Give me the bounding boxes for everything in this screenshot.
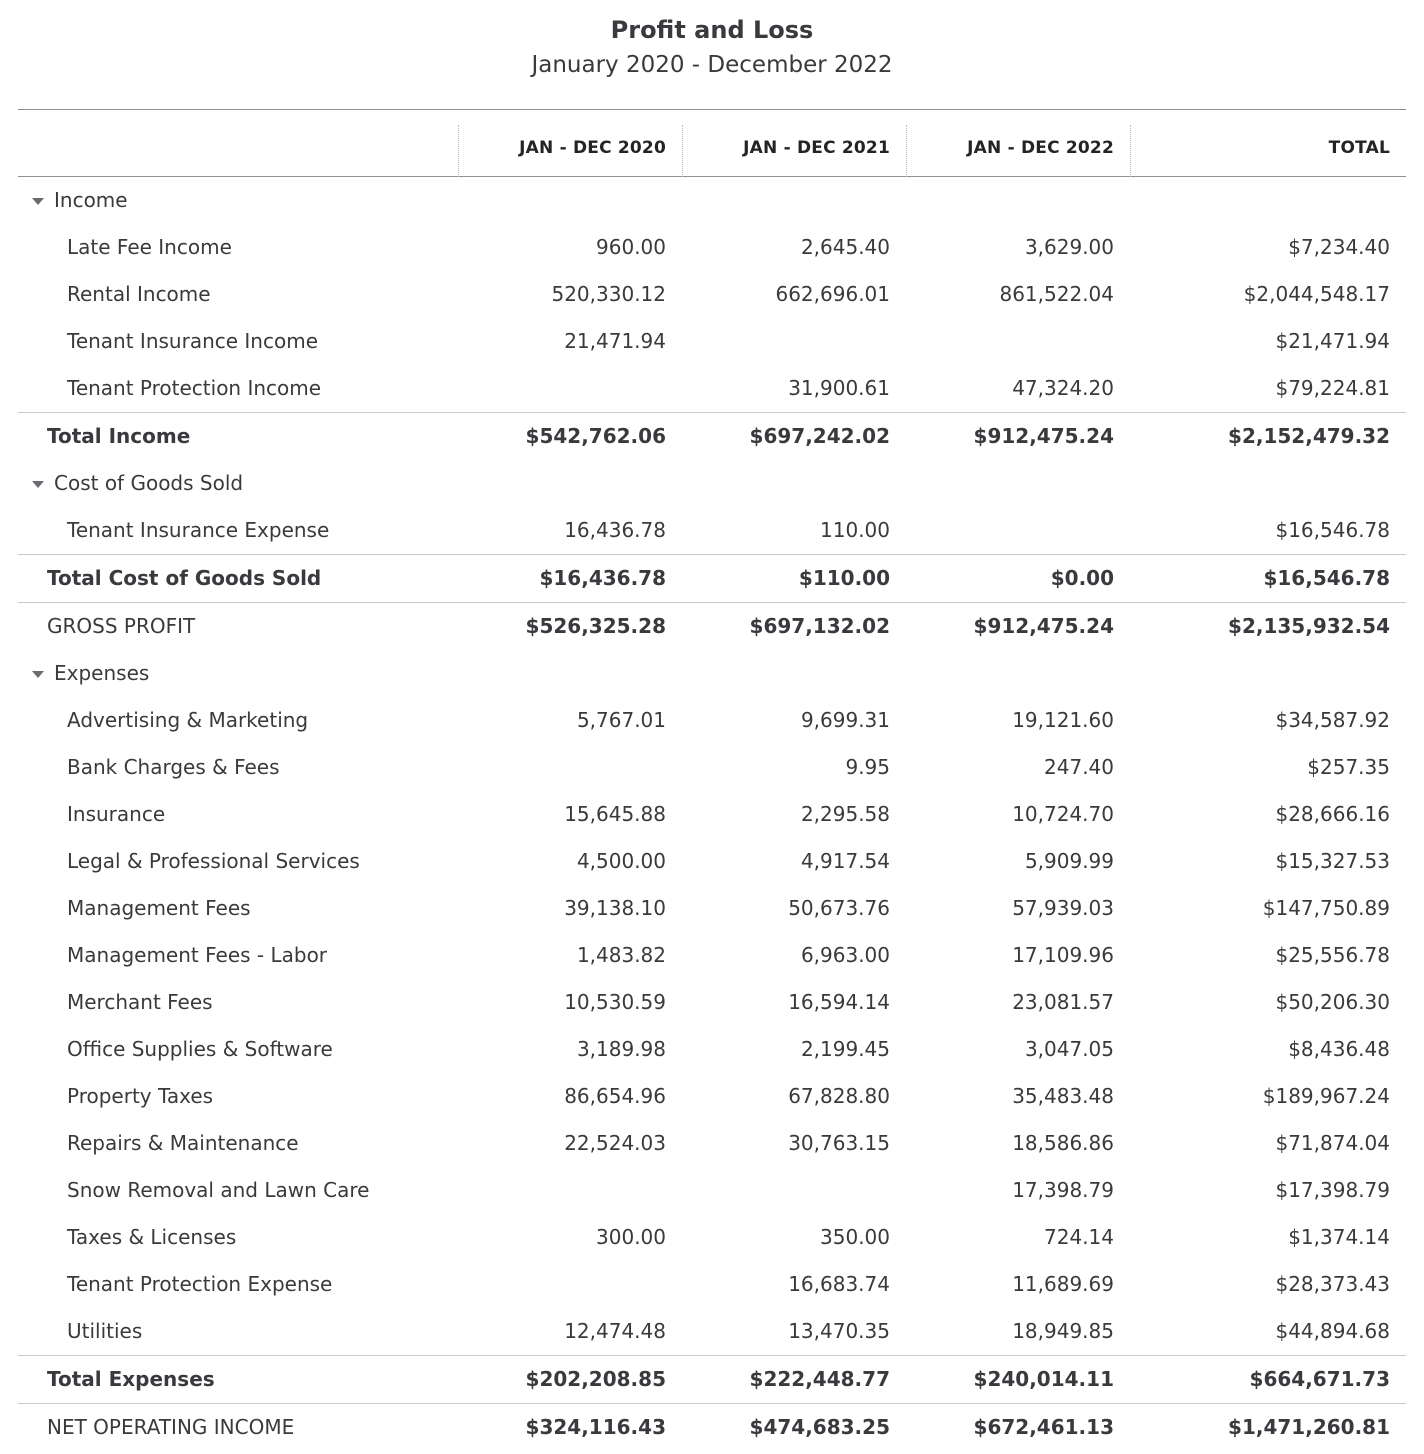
amount-total[interactable]: $79,224.81 xyxy=(1275,376,1390,400)
line-item-row xyxy=(18,1214,1406,1261)
total-expenses-row xyxy=(18,1355,1406,1403)
amount-cell[interactable]: $16,436.78 xyxy=(539,566,666,590)
row-label: Tenant Insurance Income xyxy=(67,329,319,353)
line-item-row xyxy=(18,224,1406,271)
amount-cell[interactable]: 9.95 xyxy=(845,755,890,779)
line-item-row xyxy=(18,507,1406,554)
amount-cell[interactable]: 520,330.12 xyxy=(551,282,666,306)
amount-cell[interactable]: 861,522.04 xyxy=(999,282,1114,306)
amount-total[interactable]: $34,587.92 xyxy=(1275,708,1390,732)
amount-cell[interactable]: 5,767.01 xyxy=(576,708,666,732)
line-item-row xyxy=(18,697,1406,744)
amount-cell[interactable]: 19,121.60 xyxy=(1012,708,1114,732)
amount-cell[interactable]: 16,594.14 xyxy=(788,990,890,1014)
row-label: Management Fees xyxy=(67,896,251,920)
amount-cell[interactable]: 1,483.82 xyxy=(576,943,666,967)
section-label-text: Income xyxy=(54,188,128,212)
line-item-row xyxy=(18,318,1406,365)
row-label: Tenant Protection Income xyxy=(67,376,322,400)
collapse-caret-icon[interactable] xyxy=(32,198,44,205)
line-item-row xyxy=(18,1308,1406,1355)
amount-cell[interactable]: $526,325.28 xyxy=(525,614,666,638)
amount-cell[interactable]: 13,470.35 xyxy=(788,1319,890,1343)
collapse-caret-icon[interactable] xyxy=(32,481,44,488)
row-label: Bank Charges & Fees xyxy=(67,755,280,779)
section-label xyxy=(32,460,243,506)
amount-total[interactable]: $189,967.24 xyxy=(1262,1084,1390,1108)
row-label: NET OPERATING INCOME xyxy=(47,1415,295,1439)
amount-total[interactable]: $7,234.40 xyxy=(1288,235,1390,259)
amount-cell[interactable]: $672,461.13 xyxy=(973,1415,1114,1439)
amount-cell[interactable]: 35,483.48 xyxy=(1012,1084,1114,1108)
line-item-row xyxy=(18,365,1406,412)
amount-total[interactable]: $50,206.30 xyxy=(1275,990,1390,1014)
amount-cell[interactable]: $110.00 xyxy=(798,566,890,590)
amount-total[interactable]: $21,471.94 xyxy=(1275,329,1390,353)
amount-total[interactable]: $147,750.89 xyxy=(1262,896,1390,920)
amount-cell[interactable]: 9,699.31 xyxy=(800,708,890,732)
line-item-row xyxy=(18,932,1406,979)
line-item-row xyxy=(18,838,1406,885)
amount-cell[interactable]: 30,763.15 xyxy=(788,1131,890,1155)
amount-cell[interactable]: 18,586.86 xyxy=(1012,1131,1114,1155)
row-label: Management Fees - Labor xyxy=(67,943,328,967)
line-item-row xyxy=(18,1120,1406,1167)
amount-total[interactable]: $28,666.16 xyxy=(1275,802,1390,826)
amount-cell[interactable]: $912,475.24 xyxy=(973,614,1114,638)
total-cogs-row xyxy=(18,554,1406,602)
amount-cell[interactable]: 22,524.03 xyxy=(564,1131,666,1155)
report-table xyxy=(18,109,1406,1451)
amount-total[interactable]: $257.35 xyxy=(1307,755,1390,779)
section-label xyxy=(32,177,128,223)
amount-cell[interactable]: 47,324.20 xyxy=(1012,376,1114,400)
amount-cell[interactable]: 2,645.40 xyxy=(800,235,890,259)
amount-cell[interactable]: 110.00 xyxy=(820,518,890,542)
amount-cell[interactable]: 11,689.69 xyxy=(1012,1272,1114,1296)
amount-cell[interactable]: 3,189.98 xyxy=(576,1037,666,1061)
amount-cell[interactable]: 247.40 xyxy=(1044,755,1114,779)
amount-total[interactable]: $28,373.43 xyxy=(1275,1272,1390,1296)
section-header-expenses[interactable] xyxy=(18,650,1406,697)
gross-profit-row xyxy=(18,602,1406,650)
report-title: Profit and Loss xyxy=(610,16,814,44)
amount-total[interactable]: $1,471,260.81 xyxy=(1228,1415,1390,1439)
amount-total[interactable]: $15,327.53 xyxy=(1275,849,1390,873)
amount-cell[interactable]: 18,949.85 xyxy=(1012,1319,1114,1343)
amount-cell[interactable]: 350.00 xyxy=(820,1225,890,1249)
row-label: Total Cost of Goods Sold xyxy=(47,566,322,590)
row-label: Late Fee Income xyxy=(67,235,232,259)
amount-cell[interactable]: 57,939.03 xyxy=(1012,896,1114,920)
amount-total[interactable]: $8,436.48 xyxy=(1288,1037,1390,1061)
amount-cell[interactable]: 4,917.54 xyxy=(800,849,890,873)
amount-cell[interactable]: 12,474.48 xyxy=(564,1319,666,1343)
row-label: Rental Income xyxy=(67,282,211,306)
line-item-row xyxy=(18,1026,1406,1073)
amount-cell[interactable]: 21,471.94 xyxy=(564,329,666,353)
report-header xyxy=(0,12,1424,82)
amount-cell[interactable]: $697,242.02 xyxy=(749,424,890,448)
column-header-total[interactable]: TOTAL xyxy=(1130,125,1406,177)
amount-cell[interactable]: $202,208.85 xyxy=(525,1367,666,1391)
section-header-cogs[interactable] xyxy=(18,460,1406,507)
column-header-2020[interactable]: JAN - DEC 2020 xyxy=(458,125,682,177)
amount-cell[interactable]: $697,132.02 xyxy=(749,614,890,638)
amount-cell[interactable]: 4,500.00 xyxy=(576,849,666,873)
amount-cell[interactable]: $240,014.11 xyxy=(973,1367,1114,1391)
amount-cell[interactable]: 300.00 xyxy=(596,1225,666,1249)
amount-cell[interactable]: 3,629.00 xyxy=(1024,235,1114,259)
amount-cell[interactable]: 39,138.10 xyxy=(564,896,666,920)
row-label: Property Taxes xyxy=(67,1084,214,1108)
amount-cell[interactable]: 17,398.79 xyxy=(1012,1178,1114,1202)
line-item-row xyxy=(18,1167,1406,1214)
amount-cell[interactable]: 3,047.05 xyxy=(1024,1037,1114,1061)
amount-cell[interactable]: 662,696.01 xyxy=(775,282,890,306)
row-label: Tenant Insurance Expense xyxy=(67,518,330,542)
report-date-range: January 2020 - December 2022 xyxy=(531,52,893,78)
line-item-row xyxy=(18,271,1406,318)
amount-cell[interactable]: 15,645.88 xyxy=(564,802,666,826)
section-header-income[interactable] xyxy=(18,177,1406,224)
amount-cell[interactable]: 50,673.76 xyxy=(788,896,890,920)
row-label: Legal & Professional Services xyxy=(67,849,360,873)
line-item-row xyxy=(18,1073,1406,1120)
amount-total[interactable]: $71,874.04 xyxy=(1275,1131,1390,1155)
column-header-2022[interactable]: JAN - DEC 2022 xyxy=(906,125,1130,177)
row-label: Office Supplies & Software xyxy=(67,1037,333,1061)
amount-total[interactable]: $1,374.14 xyxy=(1288,1225,1390,1249)
amount-total[interactable]: $2,152,479.32 xyxy=(1228,424,1390,448)
amount-cell[interactable]: 17,109.96 xyxy=(1012,943,1114,967)
row-label: Tenant Protection Expense xyxy=(67,1272,333,1296)
amount-cell[interactable]: $912,475.24 xyxy=(973,424,1114,448)
net-operating-income-row xyxy=(18,1403,1406,1451)
amount-total[interactable]: $25,556.78 xyxy=(1275,943,1390,967)
amount-cell[interactable]: 23,081.57 xyxy=(1012,990,1114,1014)
amount-cell[interactable]: $222,448.77 xyxy=(749,1367,890,1391)
column-header-2021[interactable]: JAN - DEC 2021 xyxy=(682,125,906,177)
row-label: Insurance xyxy=(67,802,166,826)
row-label: Repairs & Maintenance xyxy=(67,1131,299,1155)
amount-cell[interactable]: 67,828.80 xyxy=(788,1084,890,1108)
amount-cell[interactable]: 960.00 xyxy=(596,235,666,259)
amount-total[interactable]: $664,671.73 xyxy=(1249,1367,1390,1391)
amount-cell[interactable]: 2,295.58 xyxy=(800,802,890,826)
report-rows xyxy=(18,177,1406,1451)
line-item-row xyxy=(18,979,1406,1026)
row-label: Utilities xyxy=(67,1319,143,1343)
amount-cell[interactable]: 16,683.74 xyxy=(788,1272,890,1296)
amount-total[interactable]: $2,044,548.17 xyxy=(1243,282,1390,306)
total-income-row xyxy=(18,412,1406,460)
amount-cell[interactable]: 6,963.00 xyxy=(800,943,890,967)
row-label: Total Expenses xyxy=(47,1367,215,1391)
amount-cell[interactable]: $0.00 xyxy=(1050,566,1114,590)
row-label: Snow Removal and Lawn Care xyxy=(67,1178,370,1202)
row-label: Merchant Fees xyxy=(67,990,213,1014)
line-item-row xyxy=(18,1261,1406,1308)
amount-total[interactable]: $16,546.78 xyxy=(1275,518,1390,542)
section-label xyxy=(32,650,149,696)
amount-total[interactable]: $2,135,932.54 xyxy=(1228,614,1390,638)
amount-cell[interactable]: 16,436.78 xyxy=(564,518,666,542)
amount-total[interactable]: $17,398.79 xyxy=(1275,1178,1390,1202)
amount-total[interactable]: $16,546.78 xyxy=(1263,566,1390,590)
column-header-row xyxy=(18,110,1406,177)
amount-total[interactable]: $44,894.68 xyxy=(1275,1319,1390,1343)
row-label: Total Income xyxy=(47,424,191,448)
line-item-row xyxy=(18,885,1406,932)
row-label: GROSS PROFIT xyxy=(47,614,196,638)
amount-cell[interactable]: 31,900.61 xyxy=(788,376,890,400)
amount-cell[interactable]: $474,683.25 xyxy=(749,1415,890,1439)
row-label: Advertising & Marketing xyxy=(67,708,309,732)
amount-cell[interactable]: 10,530.59 xyxy=(564,990,666,1014)
line-item-row xyxy=(18,791,1406,838)
amount-cell[interactable]: 724.14 xyxy=(1044,1225,1114,1249)
amount-cell[interactable]: 2,199.45 xyxy=(800,1037,890,1061)
amount-cell[interactable]: 5,909.99 xyxy=(1024,849,1114,873)
collapse-caret-icon[interactable] xyxy=(32,671,44,678)
amount-cell[interactable]: $324,116.43 xyxy=(525,1415,666,1439)
amount-cell[interactable]: 86,654.96 xyxy=(564,1084,666,1108)
amount-cell[interactable]: $542,762.06 xyxy=(525,424,666,448)
line-item-row xyxy=(18,744,1406,791)
section-label-text: Cost of Goods Sold xyxy=(54,471,244,495)
amount-cell[interactable]: 10,724.70 xyxy=(1012,802,1114,826)
row-label: Taxes & Licenses xyxy=(67,1225,237,1249)
section-label-text: Expenses xyxy=(54,661,150,685)
